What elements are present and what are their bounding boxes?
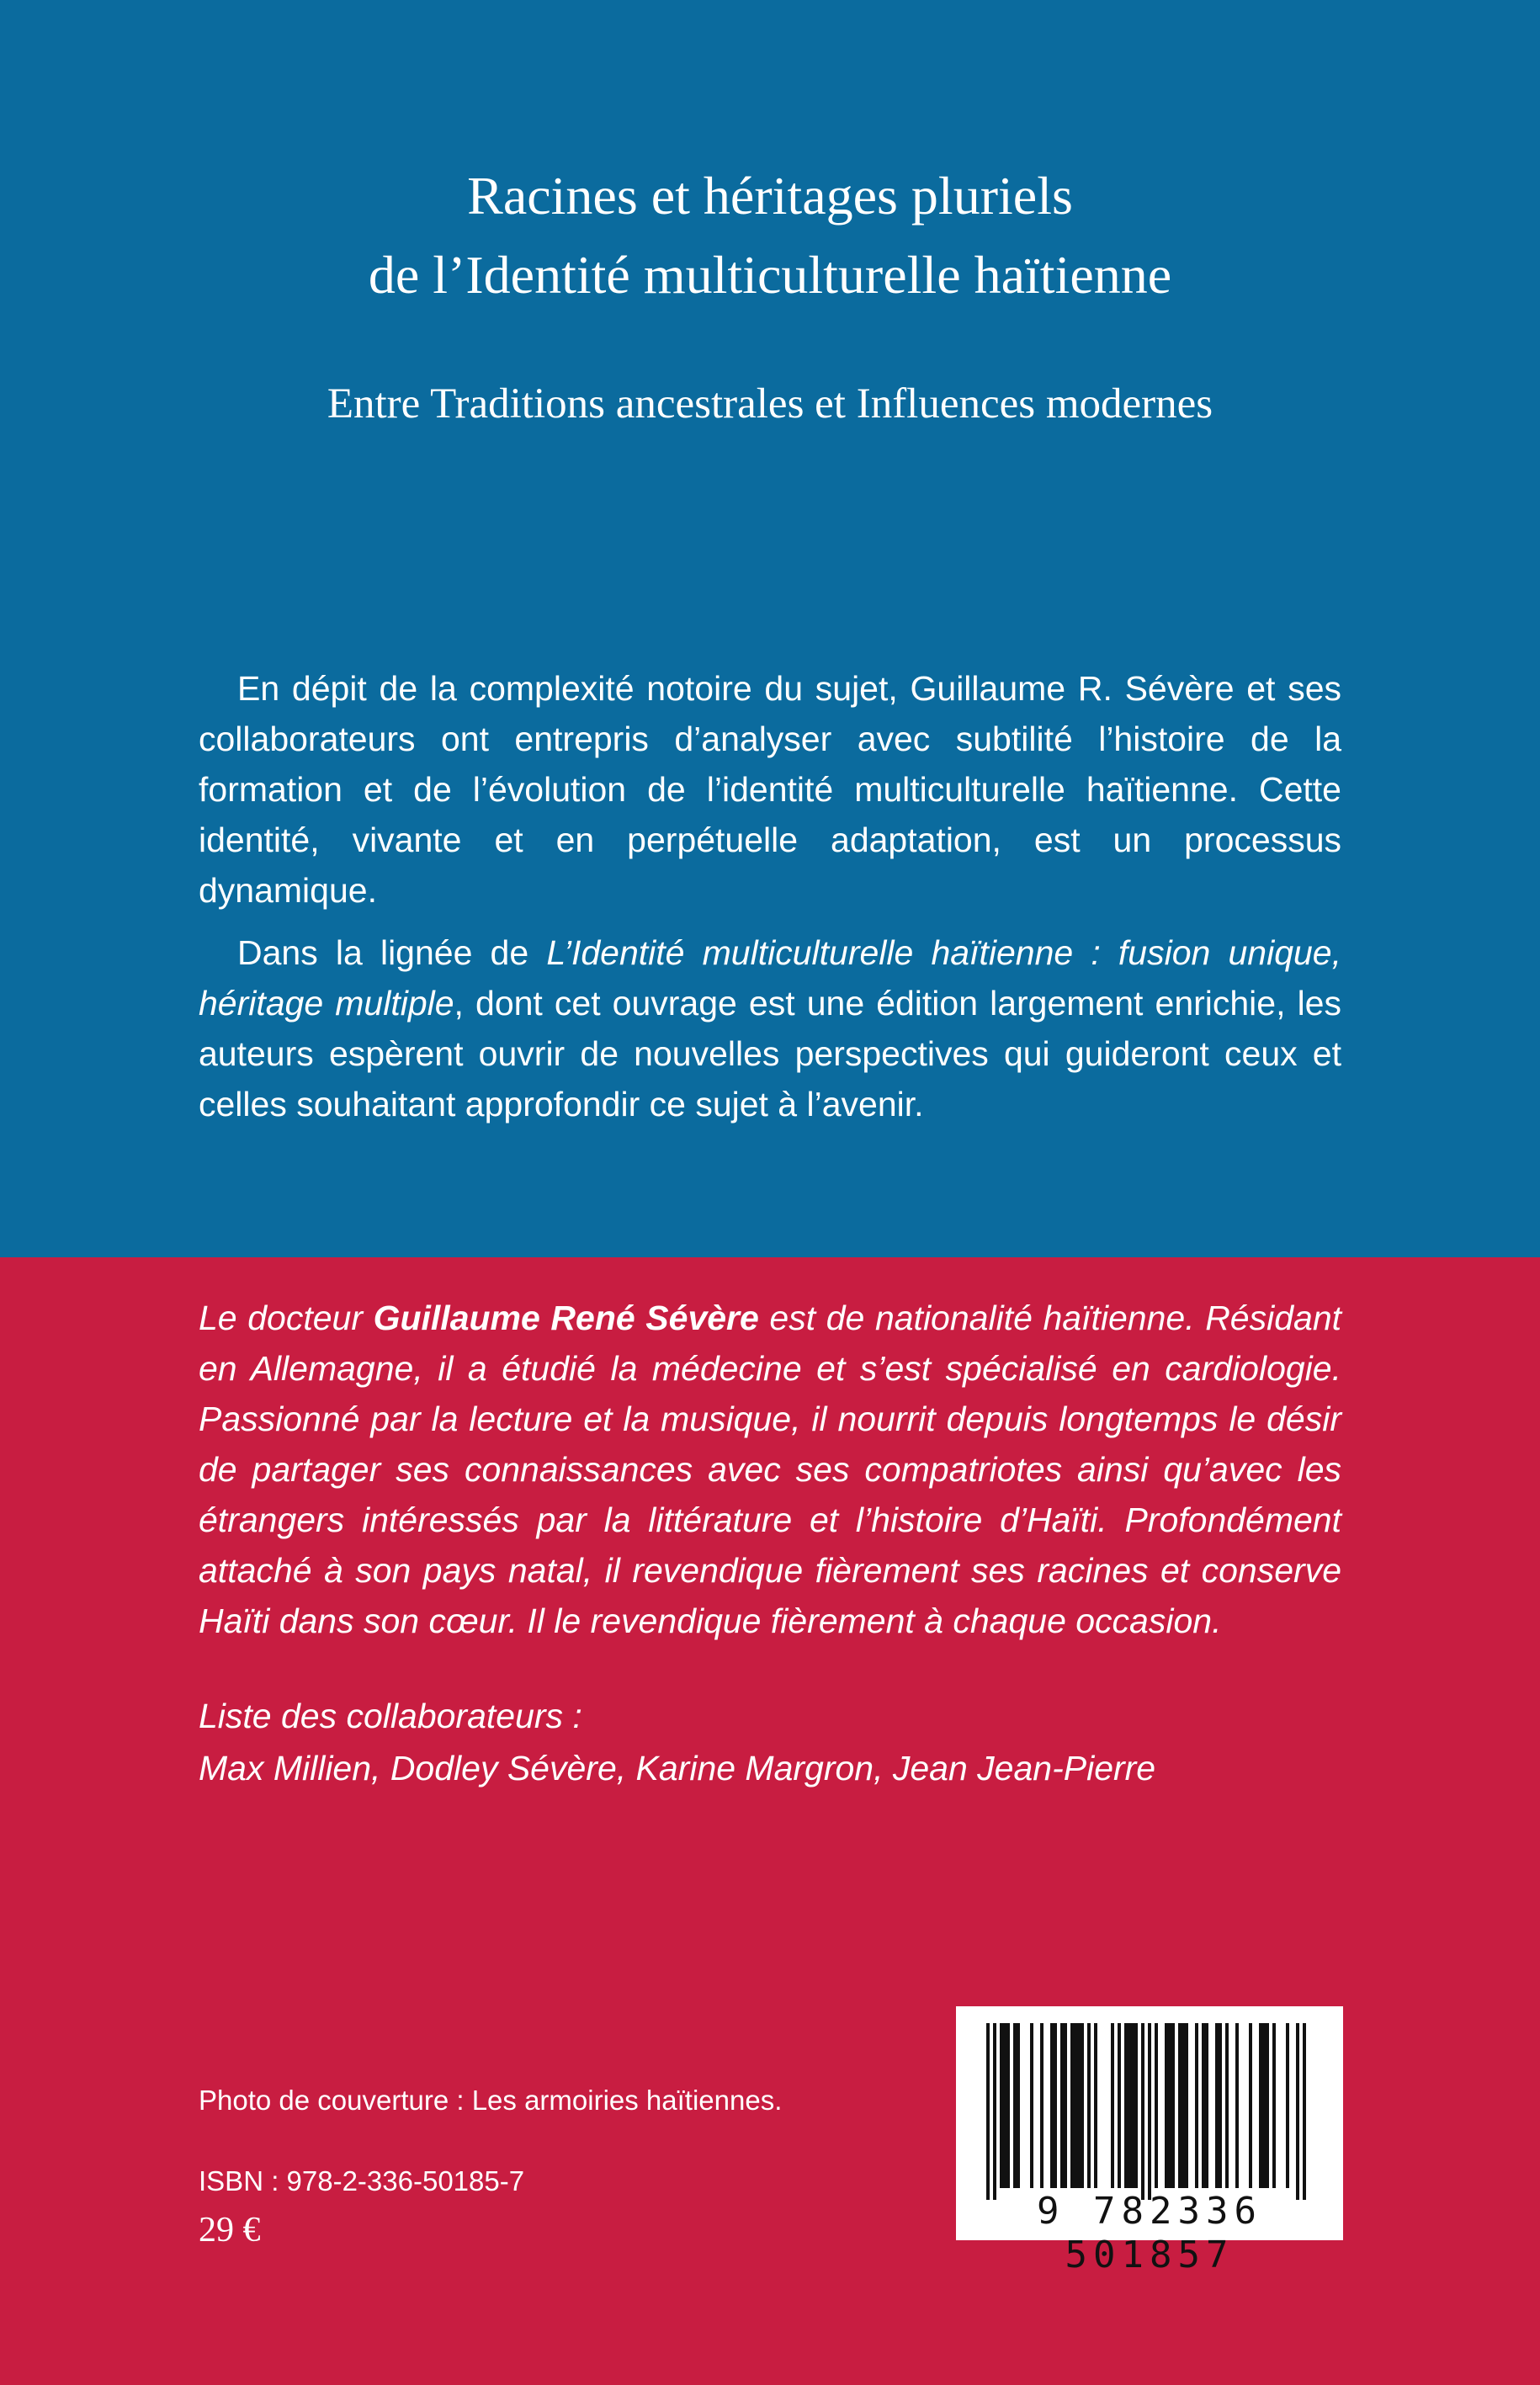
barcode-bar (1262, 2023, 1266, 2188)
isbn: ISBN : 978-2-336-50185-7 (199, 2165, 525, 2196)
barcode-bar (1054, 2023, 1057, 2188)
barcode-bar (993, 2023, 996, 2200)
barcode-bar (1225, 2023, 1229, 2188)
book-subtitle: Entre Traditions ancestrales et Influences modernes (327, 380, 1213, 428)
barcode-bar (1087, 2023, 1091, 2188)
barcode (956, 2006, 1343, 2276)
barcode-bar (1111, 2023, 1114, 2188)
barcode-bar (1050, 2023, 1054, 2188)
barcode-bar (1286, 2023, 1289, 2188)
barcode-bar (1182, 2023, 1185, 2188)
collaborators-heading: Liste des collaborateurs : (199, 1697, 582, 1735)
author-bio (199, 1293, 1341, 1646)
collaborators-list (199, 1690, 1341, 1794)
barcode-bar (986, 2023, 990, 2200)
barcode-bar (1060, 2023, 1064, 2188)
summary-paragraph-2-end: , dont cet ouvrage est une édition largement enrichie, les auteurs espèrent ouvrir de nouvelles perspectives qui guideront ceux et celles souhaitant approfondir ce sujet à l’avenir. (199, 984, 1341, 1123)
barcode-bar (1017, 2023, 1020, 2188)
barcode-bar (1003, 2023, 1006, 2188)
barcode-bar (1148, 2023, 1151, 2200)
barcode-bar (1077, 2023, 1081, 2188)
barcode-bar (1030, 2023, 1033, 2188)
barcode-bar (1296, 2023, 1299, 2200)
barcode-bar (1165, 2023, 1168, 2188)
summary-paragraph-2 (199, 927, 1341, 1129)
barcode-bar (1064, 2023, 1067, 2188)
barcode-bar (1081, 2023, 1084, 2188)
book-summary (199, 663, 1341, 1141)
summary-paragraph-1: En dépit de la complexité notoire du sujet, Guillaume R. Sévère et ses collaborateurs ont entrepris d’analyser avec subtilité l’histoire de la formation et de l’évolution de l’identité multiculturelle haïtienne. Cette identité, vivante et en perpétuelle adaptation, est un processus dynamique. (199, 669, 1341, 910)
photo-credit: Photo de couverture : Les armoiries haïtiennes. (199, 2085, 783, 2116)
barcode-bar (1266, 2023, 1269, 2188)
barcode-bar (1000, 2023, 1003, 2188)
barcode-bar (1195, 2023, 1198, 2188)
barcode-bar (1168, 2023, 1171, 2188)
barcode-bar (1185, 2023, 1188, 2188)
author-bio-text: est de nationalité haïtienne. Résidant en Allemagne, il a étudié la médecine et s’est spécialisé en cardiologie. Passionné par la lecture et la musique, il nourrit depuis longtemps le désir de partager ses connaissances avec ses compatriotes ainsi qu’avec les étrangers intéressés par la littérature et l’histoire d’Haïti. Profondément attaché à son pays natal, il revendique fièrement ses racines et conserve Haïti dans son cœur. Il le revendique fièrement à chaque occasion. (199, 1299, 1342, 1640)
barcode-bar (1118, 2023, 1121, 2188)
barcode-bar (1215, 2023, 1219, 2188)
barcode-bar (1205, 2023, 1208, 2188)
barcode-bar (1178, 2023, 1182, 2188)
barcode-bar (1259, 2023, 1262, 2188)
referenced-book-title: L’Identité multiculturelle haïtienne : fusion unique, héritage multiple (199, 933, 1341, 1023)
barcode-bar (1235, 2023, 1239, 2188)
barcode-bar (1070, 2023, 1074, 2188)
barcode-bar (1124, 2023, 1128, 2188)
barcode-bar (1202, 2023, 1205, 2188)
collaborators-names: Max Millien, Dodley Sévère, Karine Margron, Jean Jean-Pierre (199, 1749, 1156, 1787)
barcode-bar (1141, 2023, 1144, 2200)
author-bio-start: Le docteur (199, 1299, 374, 1337)
barcode-bar (1272, 2023, 1276, 2188)
barcode-bar (1303, 2023, 1306, 2200)
summary-paragraph-2-start: Dans la lignée de (237, 933, 547, 972)
barcode-bar (1219, 2023, 1222, 2188)
barcode-bar (1094, 2023, 1097, 2188)
barcode-bar (1128, 2023, 1131, 2188)
barcode-digits: 9 782336 501857 (1037, 2190, 1262, 2276)
book-title (0, 157, 1540, 315)
title-line-2: de l’Identité multiculturelle haïtienne (368, 245, 1172, 305)
author-name: Guillaume René Sévère (373, 1299, 759, 1337)
title-line-1: Racines et héritages pluriels (467, 166, 1073, 226)
barcode-bar (1006, 2023, 1010, 2188)
barcode-bar (1040, 2023, 1043, 2188)
barcode-bar (1131, 2023, 1134, 2188)
barcode-bar (1171, 2023, 1175, 2188)
barcode-bar (1249, 2023, 1252, 2188)
barcode-bar (1074, 2023, 1077, 2188)
barcode-bar (1013, 2023, 1017, 2188)
barcode-bar (1134, 2023, 1138, 2188)
barcode-bar (1155, 2023, 1158, 2188)
price: 29 € (199, 2211, 261, 2250)
